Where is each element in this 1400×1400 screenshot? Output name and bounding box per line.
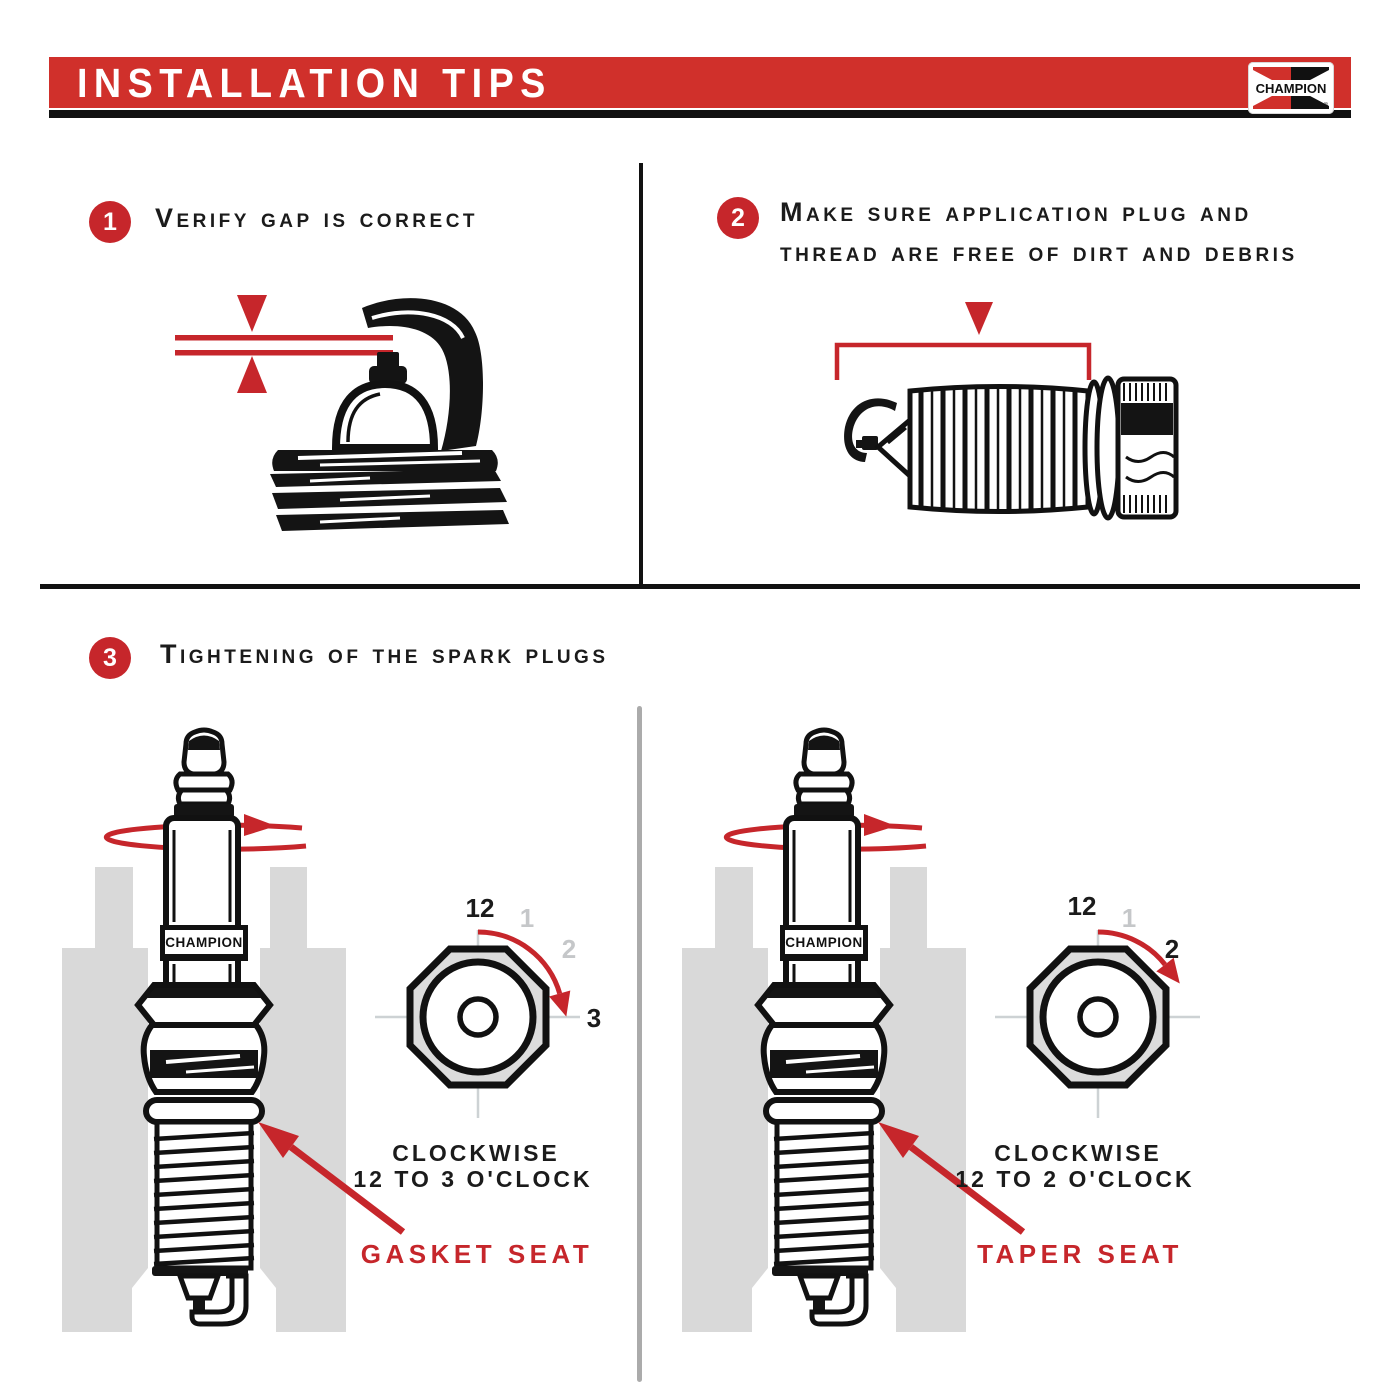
plug-brand-text: CHAMPION bbox=[165, 934, 243, 950]
logo-registered-mark: ® bbox=[1323, 103, 1328, 109]
spark-plug-side-art bbox=[844, 378, 1176, 518]
step3-number: 3 bbox=[103, 643, 117, 672]
champion-logo-field bbox=[1253, 67, 1329, 109]
header-underline bbox=[49, 110, 1351, 118]
thread-ridges bbox=[921, 385, 1075, 513]
clock-label-1: 1 bbox=[519, 903, 535, 933]
clock-label-1: 1 bbox=[1121, 903, 1137, 933]
rotation-direction: CLOCKWISE bbox=[994, 1140, 1162, 1166]
step2-number-badge bbox=[717, 197, 759, 239]
clock-label-3: 3 bbox=[586, 1003, 602, 1033]
rotation-direction: CLOCKWISE bbox=[392, 1140, 560, 1166]
thread-span-indicator bbox=[837, 302, 1089, 380]
step2-title-line1: Make sure application plug and bbox=[780, 197, 1252, 227]
step1-number: 1 bbox=[103, 207, 117, 236]
rotation-range: 12 TO 3 O'CLOCK bbox=[353, 1166, 593, 1192]
step3-title: Tightening of the spark plugs bbox=[160, 639, 609, 669]
step2-number: 2 bbox=[731, 203, 745, 232]
gap-check-illustration bbox=[170, 290, 590, 590]
step2-title-line2: thread are free of dirt and debris bbox=[780, 237, 1298, 267]
top-section-vertical-divider bbox=[639, 163, 643, 584]
clock-label-2: 2 bbox=[1164, 934, 1180, 964]
clock-label-12: 12 bbox=[1067, 891, 1097, 921]
spark-plug-tip-art bbox=[270, 298, 509, 531]
taper-seat-label: TAPER SEAT bbox=[977, 1239, 1183, 1269]
taper-seat-panel-art bbox=[660, 700, 1260, 1400]
step3-number-badge bbox=[89, 637, 131, 679]
step1-title: Verify gap is correct bbox=[155, 203, 479, 233]
logo-wordmark: CHAMPION bbox=[1255, 80, 1327, 96]
clock-label-2: 2 bbox=[561, 934, 577, 964]
plug-brand-text: CHAMPION bbox=[785, 934, 863, 950]
page-title: INSTALLATION TIPS bbox=[77, 60, 552, 106]
gap-indicator bbox=[175, 295, 393, 393]
step1-number-badge bbox=[89, 201, 131, 243]
gasket-seat-panel-art bbox=[40, 700, 640, 1400]
thread-check-illustration bbox=[800, 295, 1200, 540]
champion-logo bbox=[1248, 62, 1334, 114]
rotation-range: 12 TO 2 O'CLOCK bbox=[955, 1166, 1195, 1192]
plug-brand-band bbox=[782, 927, 866, 957]
clock-label-12: 12 bbox=[465, 893, 495, 923]
gasket-seat-label: GASKET SEAT bbox=[360, 1239, 594, 1269]
plug-brand-band bbox=[162, 927, 246, 957]
